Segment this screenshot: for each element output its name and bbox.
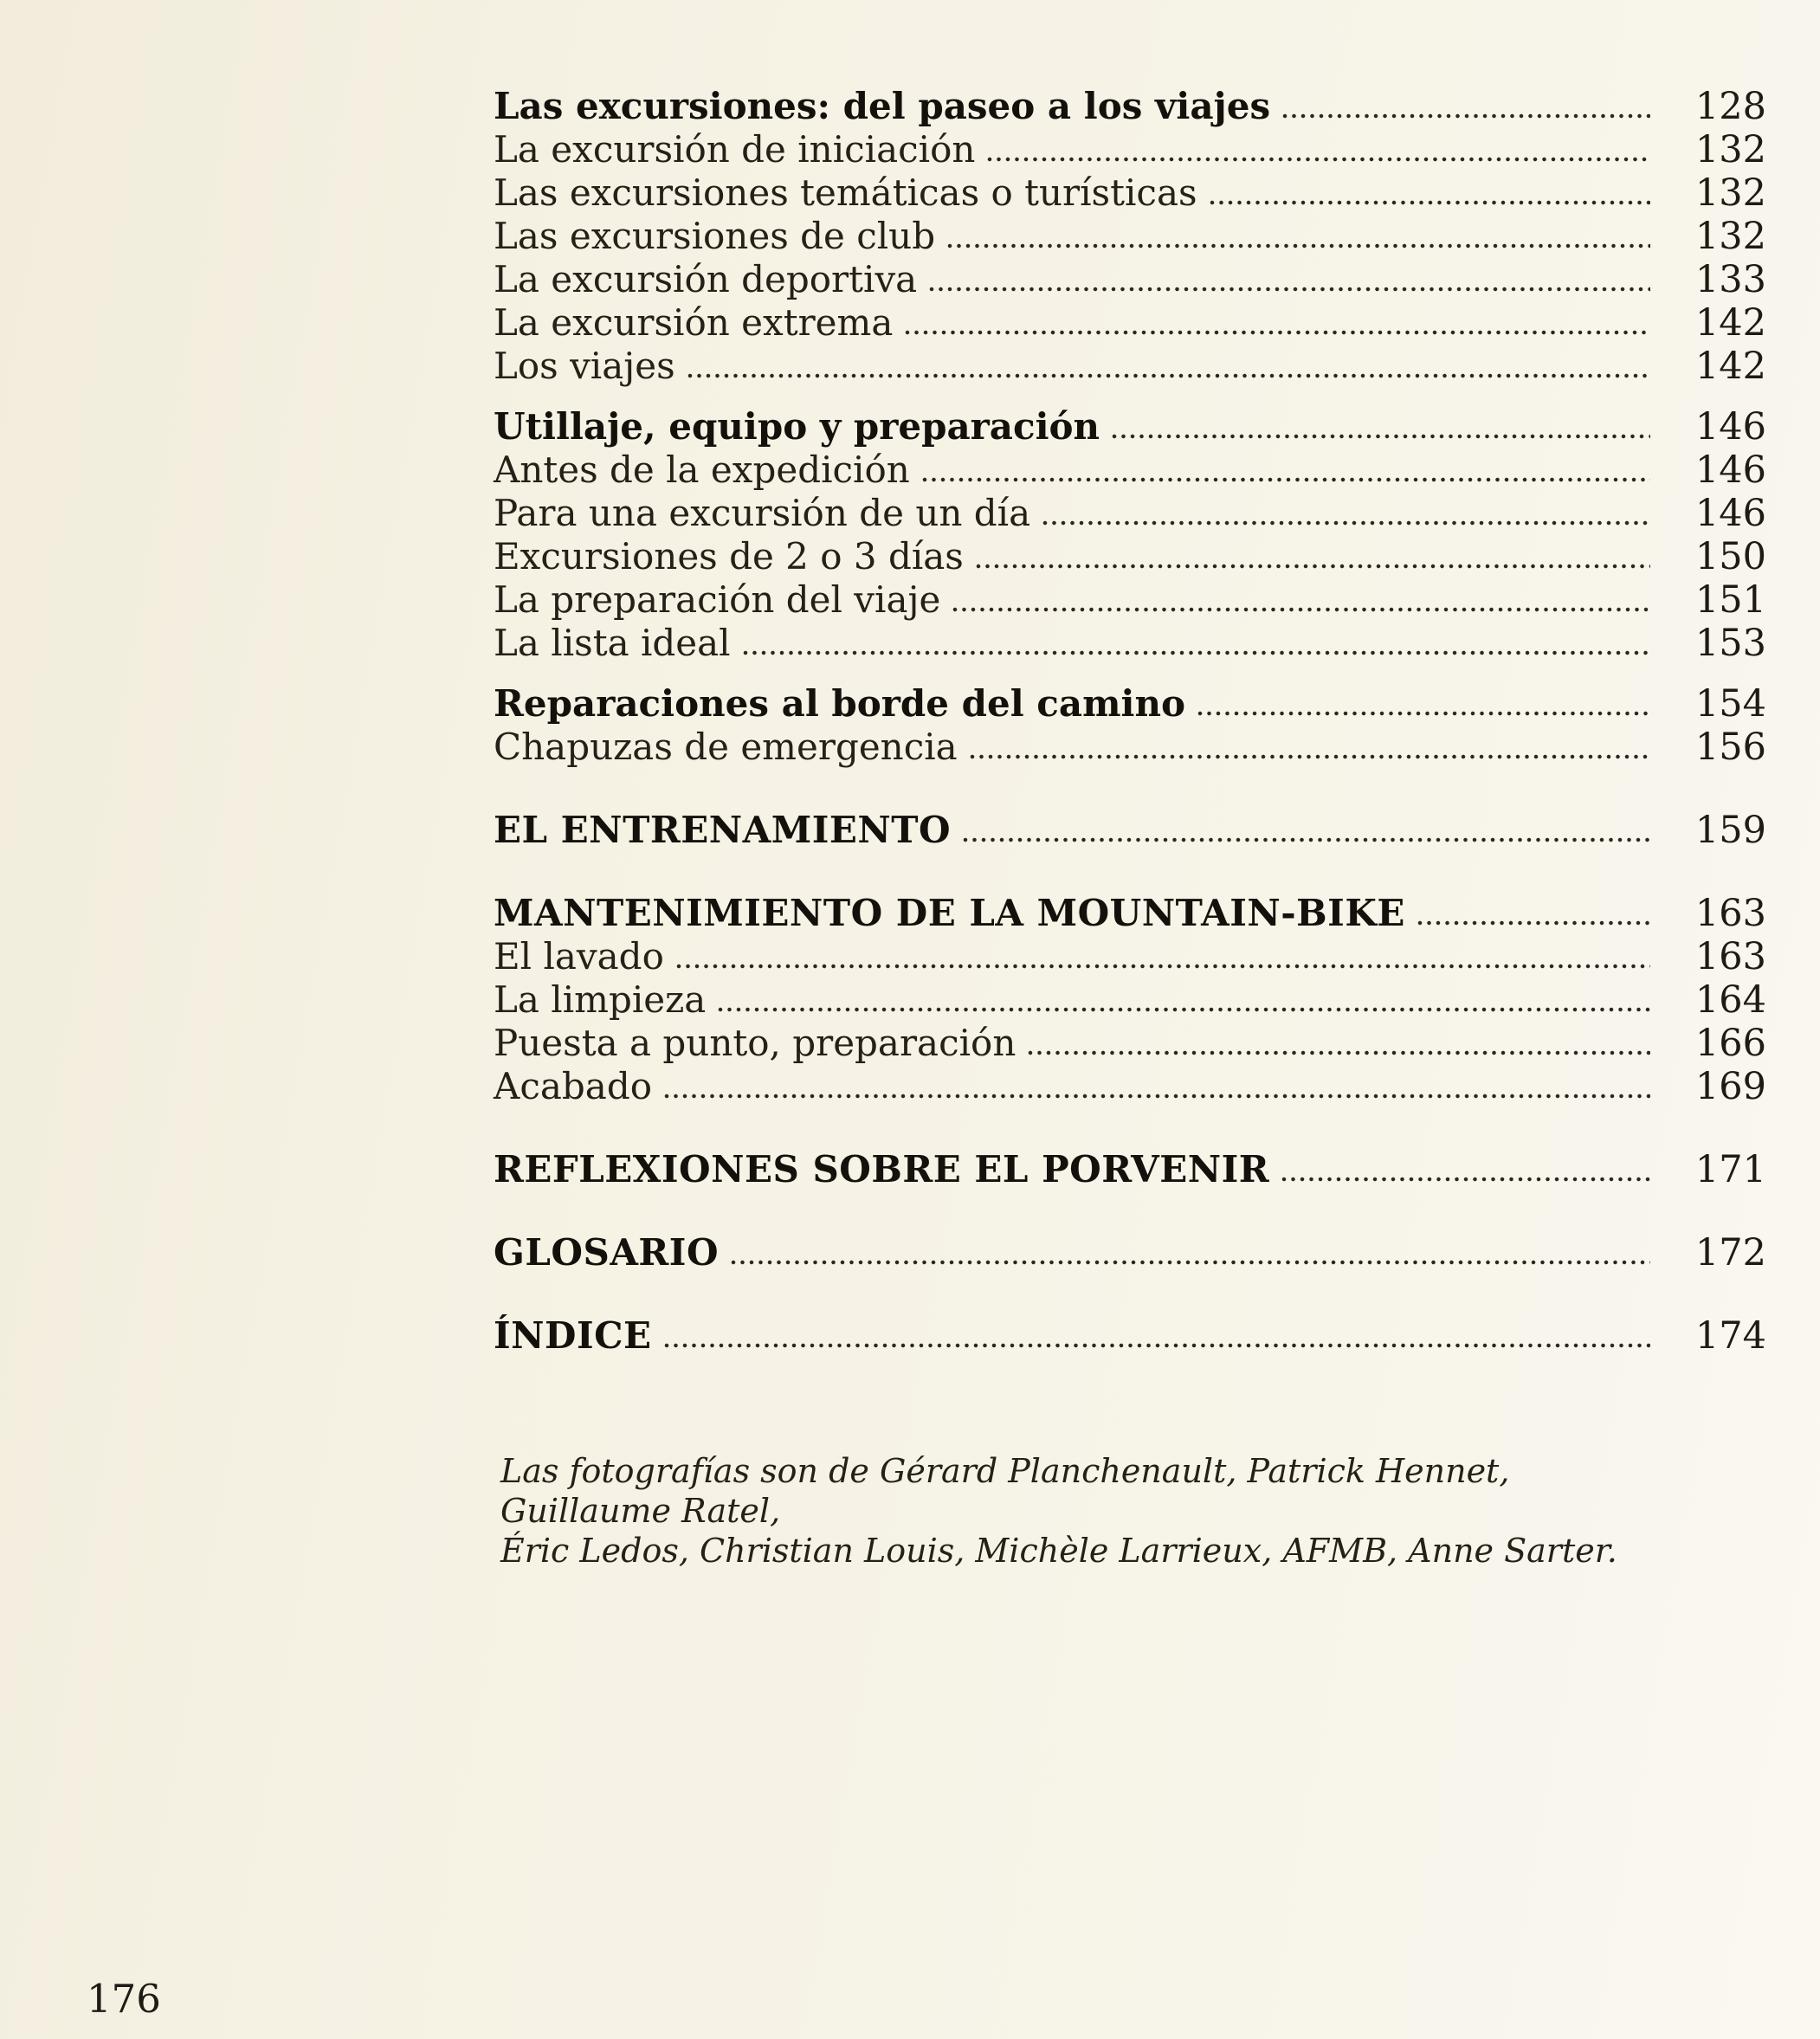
toc-entry-label: GLOSARIO — [494, 1231, 720, 1274]
toc-entry-label: Acabado — [494, 1065, 652, 1107]
dot-leader — [976, 564, 1650, 569]
toc-entry-label: Para una excursión de un día — [494, 492, 1031, 534]
toc-entry-page: 128 — [1694, 85, 1766, 128]
dot-leader — [676, 964, 1650, 969]
toc-entry-row — [494, 978, 1766, 1022]
toc-entry-row — [494, 405, 1766, 448]
toc-entry-page: 174 — [1694, 1314, 1766, 1358]
toc-entry-label: Reparaciones al borde del camino — [494, 682, 1186, 725]
dot-leader — [1197, 711, 1650, 716]
dot-leader — [929, 287, 1650, 292]
dot-leader — [947, 243, 1650, 248]
toc-entry-row — [494, 258, 1766, 301]
dot-leader — [970, 754, 1650, 759]
dot-leader — [1417, 920, 1650, 926]
dot-leader — [963, 837, 1650, 842]
toc-entry-row — [494, 492, 1766, 535]
toc-entry-page: 156 — [1694, 726, 1766, 769]
toc-entry-label: Los viajes — [494, 345, 675, 387]
toc-entry-row — [494, 578, 1766, 622]
dot-leader — [731, 1260, 1650, 1265]
toc-entry-label: La limpieza — [494, 978, 707, 1021]
toc-entry-row — [494, 1314, 1766, 1358]
toc-entry-page: 146 — [1694, 492, 1766, 535]
dot-leader — [664, 1094, 1650, 1099]
toc-entry-row — [494, 448, 1766, 492]
toc-entry-row — [494, 215, 1766, 258]
toc-entry-page: 132 — [1694, 171, 1766, 215]
toc-entry-row — [494, 1065, 1766, 1108]
toc-entry-label: La excursión de iniciación — [494, 128, 976, 171]
toc-entry-label: EL ENTRENAMIENTO — [494, 809, 952, 851]
toc-entry-page: 164 — [1694, 978, 1766, 1022]
toc-entry-page: 163 — [1694, 935, 1766, 978]
toc-entry-label: MANTENIMIENTO DE LA MOUNTAIN-BIKE — [494, 892, 1405, 934]
toc-entry-label: La excursión deportiva — [494, 258, 918, 300]
toc-entry-row — [494, 345, 1766, 388]
dot-leader — [1282, 113, 1650, 119]
dot-leader — [718, 1007, 1650, 1012]
dot-leader — [987, 157, 1650, 162]
toc-entry-page: 132 — [1694, 215, 1766, 258]
toc-entry-row — [494, 128, 1766, 171]
page-folio: 176 — [87, 1976, 161, 2022]
toc-entry-page: 146 — [1694, 405, 1766, 448]
photo-credits-line: Las fotografías son de Gérard Planchenault, Patrick Hennet, Guillaume Ratel, — [500, 1452, 1510, 1530]
toc-entry-page: 132 — [1694, 128, 1766, 171]
toc-entry-page: 169 — [1694, 1065, 1766, 1108]
toc-entry-page: 166 — [1694, 1022, 1766, 1065]
dot-leader — [922, 477, 1650, 482]
toc-entry-page: 133 — [1694, 258, 1766, 301]
table-of-contents — [494, 85, 1766, 1358]
toc-entry-row — [494, 1022, 1766, 1065]
dot-leader — [1042, 520, 1650, 526]
toc-entry-label: La preparación del viaje — [494, 578, 941, 621]
toc-entry-row — [494, 622, 1766, 665]
toc-entry-row — [494, 682, 1766, 726]
dot-leader — [1112, 434, 1650, 439]
toc-entry-page: 159 — [1694, 809, 1766, 852]
toc-entry-page: 142 — [1694, 301, 1766, 345]
dot-leader — [952, 607, 1650, 612]
toc-entry-row — [494, 726, 1766, 769]
photo-credits-line: Éric Ledos, Christian Louis, Michèle Larrieux, AFMB, Anne Sarter. — [500, 1532, 1617, 1570]
toc-entry-row — [494, 935, 1766, 978]
toc-entry-label: Las excursiones de club — [494, 215, 936, 257]
toc-entry-page: 163 — [1694, 892, 1766, 935]
dot-leader — [743, 650, 1650, 655]
toc-entry-label: El lavado — [494, 935, 664, 978]
dot-leader — [664, 1343, 1650, 1348]
dot-leader — [905, 330, 1650, 335]
toc-entry-label: Las excursiones temáticas o turísticas — [494, 171, 1197, 214]
dot-leader — [1028, 1050, 1650, 1055]
toc-entry-row — [494, 535, 1766, 578]
photo-credits — [500, 1451, 1652, 1571]
toc-entry-label: Antes de la expedición — [494, 448, 910, 491]
toc-entry-row — [494, 85, 1766, 128]
toc-entry-row — [494, 1231, 1766, 1274]
toc-entry-page: 171 — [1694, 1148, 1766, 1191]
toc-entry-label: Chapuzas de emergencia — [494, 726, 958, 768]
toc-entry-label: La lista ideal — [494, 622, 731, 664]
toc-entry-row — [494, 1148, 1766, 1191]
dot-leader — [687, 373, 1650, 378]
toc-entry-label: Excursiones de 2 o 3 días — [494, 535, 964, 578]
toc-entry-label: La excursión extrema — [494, 301, 894, 344]
toc-entry-label: REFLEXIONES SOBRE EL PORVENIR — [494, 1148, 1270, 1190]
toc-entry-label: Las excursiones: del paseo a los viajes — [494, 85, 1271, 127]
dot-leader — [1281, 1177, 1650, 1182]
toc-entry-page: 153 — [1694, 622, 1766, 665]
dot-leader — [1210, 200, 1650, 205]
toc-entry-label: Puesta a punto, preparación — [494, 1022, 1016, 1064]
toc-entry-label: Utillaje, equipo y preparación — [494, 405, 1100, 448]
toc-entry-page: 154 — [1694, 682, 1766, 726]
toc-entry-row — [494, 301, 1766, 345]
toc-entry-label: ÍNDICE — [494, 1314, 652, 1357]
toc-entry-row — [494, 171, 1766, 215]
toc-entry-page: 150 — [1694, 535, 1766, 578]
toc-entry-page: 172 — [1694, 1231, 1766, 1274]
toc-entry-page: 151 — [1694, 578, 1766, 622]
toc-entry-row — [494, 809, 1766, 852]
toc-entry-page: 146 — [1694, 448, 1766, 492]
toc-entry-row — [494, 892, 1766, 935]
toc-entry-page: 142 — [1694, 345, 1766, 388]
